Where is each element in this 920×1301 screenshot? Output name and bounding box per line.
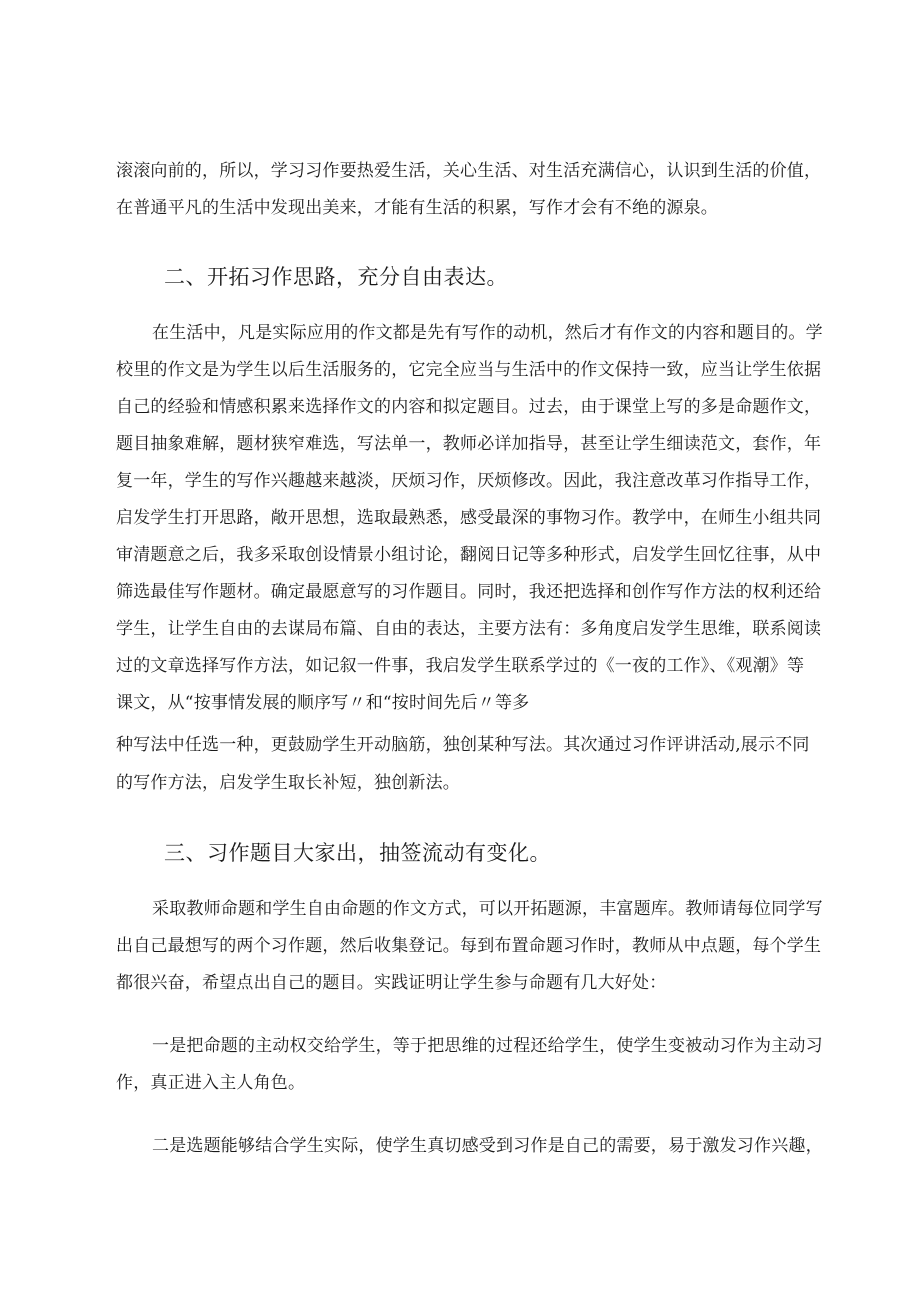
text-line: 自己的经验和情感积累来选择作文的内容和拟定题目。过去，由于课堂上写的多是命题作文， bbox=[116, 397, 822, 417]
text-line: 复一年，学生的写作兴趣越来越淡，厌烦习作，厌烦修改。因此，我注意改革习作指导工作， bbox=[116, 471, 822, 491]
text-line: 审清题意之后，我多采取创设情景小组讨论，翻阅日记等多种形式，启发学生回忆往事，从中 bbox=[116, 545, 822, 565]
text-line: 滚滚向前的，所以，学习习作要热爱生活，关心生活、对生活充满信心，认识到生活的价值， bbox=[116, 161, 822, 181]
text-line: 出自己最想写的两个习作题，然后收集登记。每到布置命题习作时，教师从中点题，每个学生 bbox=[116, 936, 822, 956]
text-line: 一是把命题的主动权交给学生，等于把思维的过程还给学生，使学生变被动习作为主动习 bbox=[152, 1036, 823, 1056]
text-line: 种写法中任选一种，更鼓励学生开动脑筋，独创某种写法。其次通过习作评讲活动,展示不同 bbox=[116, 735, 810, 755]
text-line: 筛选最佳写作题材。确定最愿意写的习作题目。同时，我还把选择和创作写作方法的权利还给 bbox=[116, 582, 822, 602]
text-line: 在普通平凡的生活中发现出美来，才能有生活的积累，写作才会有不绝的源泉。 bbox=[116, 198, 718, 218]
section-heading: 三、习作题目大家出，抽签流动有变化。 bbox=[164, 841, 551, 865]
text-line: 校里的作文是为学生以后生活服务的，它完全应当与生活中的作文保持一致，应当让学生依据 bbox=[116, 360, 822, 380]
text-line: 过的文章选择写作方法，如记叙一件事，我启发学生联系学过的《一夜的工作》、《观潮》等 bbox=[116, 656, 805, 676]
text-line: 作，真正进入主人角色。 bbox=[116, 1073, 306, 1093]
text-line: 课文，从“按事情发展的顺序写〃和“按时间先后〃等多 bbox=[116, 693, 530, 713]
text-line: 学生，让学生自由的去谋局布篇、自由的表达，主要方法有：多角度启发学生思维，联系阅读 bbox=[116, 619, 822, 639]
text-line: 在生活中，凡是实际应用的作文都是先有写作的动机，然后才有作文的内容和题目的。学 bbox=[152, 323, 823, 343]
section-heading: 二、开拓习作思路，充分自由表达。 bbox=[164, 265, 508, 289]
text-line: 启发学生打开思路，敞开思想，选取最熟悉，感受最深的事物习作。教学中，在师生小组共同 bbox=[116, 508, 822, 528]
text-line: 二是选题能够结合学生实际，使学生真切感受到习作是自己的需要，易于激发习作兴趣， bbox=[152, 1136, 823, 1156]
text-line: 都很兴奋，希望点出自己的题目。实践证明让学生参与命题有几大好处： bbox=[116, 973, 667, 993]
text-line: 题目抽象难解，题材狭窄难选，写法单一，教师必详加指导，甚至让学生细读范文，套作，年 bbox=[116, 434, 822, 454]
text-line: 的写作方法，启发学生取长补短，独创新法。 bbox=[116, 773, 460, 793]
text-line: 采取教师命题和学生自由命题的作文方式，可以开拓题源，丰富题库。教师请每位同学写 bbox=[152, 899, 823, 919]
